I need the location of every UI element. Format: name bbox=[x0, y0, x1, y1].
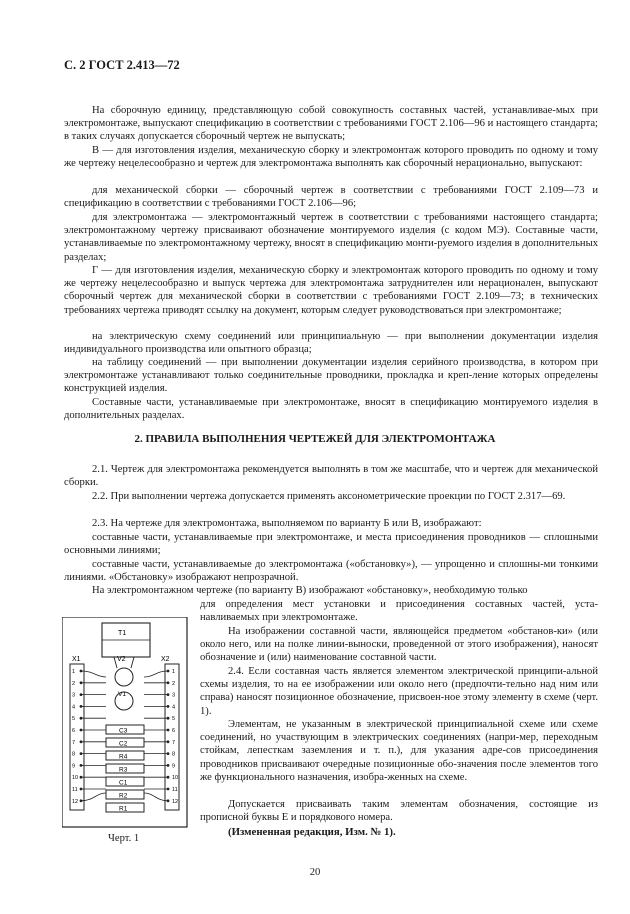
transformer-lead-2 bbox=[131, 657, 134, 668]
paragraph-6: на электрическую схему соединений или принципиальную — при выполнении документации изделия индивидуального производства или опытного образца; bbox=[64, 331, 598, 356]
pin-right-5: 5 bbox=[172, 716, 176, 723]
paragraph-1: На сборочную единицу, представляющую собой совокупность составных частей, устанавливае-мых при электромонтаже, выпускают спецификацию в соответствии с требованиями ГОСТ 2.106—96 и настоящего стандарта; в таких случаях допускается сборочный чертеж не выпускать; bbox=[64, 105, 598, 143]
page-header: С. 2 ГОСТ 2.413—72 bbox=[64, 58, 180, 72]
pin-left-2: 2 bbox=[72, 680, 76, 687]
section-paragraph-obstanovka: На электромонтажном чертеже (по варианту В) изображают «обстановку», необходимую только bbox=[92, 585, 528, 596]
label-r4: R4 bbox=[119, 753, 128, 761]
pin-left-1: 1 bbox=[72, 669, 76, 675]
right-column-2: На изображении составной части, являющейся предметом «обстанов-ки» (или около него, или на полке линии-выноски, проведенной от этого изображения), наносят обозначение и (или) наименование составной части. bbox=[200, 626, 598, 664]
section-paragraph-2-1: 2.1. Чертеж для электромонтажа рекомендуется выполнять в том же масштабе, что и чертеж для механической сборки. bbox=[64, 464, 598, 489]
pin-left-6: 6 bbox=[72, 728, 76, 734]
pin-right-8: 8 bbox=[172, 751, 176, 758]
component-group bbox=[106, 725, 144, 813]
section-title: 2. ПРАВИЛА ВЫПОЛНЕНИЯ ЧЕРТЕЖЕЙ ДЛЯ ЭЛЕКТРОМОНТАЖА bbox=[134, 433, 496, 445]
paragraph-3: для механической сборки — сборочный чертеж в соответствии с требованиями ГОСТ 2.109—73 и спецификацию в соответствии с требованиями ГОСТ 2.106—96; bbox=[64, 185, 598, 210]
pin-left-7: 7 bbox=[72, 739, 76, 746]
pin-left-8: 8 bbox=[72, 751, 76, 758]
paragraph-7: на таблицу соединений — при выполнении документации изделия серийного производства, в котором при электромонтаже устанавливают только соединительные проводники, прокладка и креп-ление которых определены конструкцией изделия. bbox=[64, 357, 598, 395]
pin-right-10: 10 bbox=[172, 775, 179, 782]
right-column-3: 2.4. Если составная часть является элементом электрической принципи-альной схемы изделия, то на ее изображении или около него (предпочти-тельно над ним или справа) наносят позиционное обозначение, присвоен-ное этому элементу в схеме (черт. 1). bbox=[200, 666, 598, 717]
right-column-4: Элементам, не указанным в электрической принципиальной схеме или схеме соединений, но участвующим в электрических соединениях (напри-мер, переходным стойкам, лепесткам заземления и т. п.), для указания адре-сов присоединения проводников присваивают очередные позиционные обо-значения после элементов того же функционального назначения, изобра-женных на схеме. bbox=[200, 719, 598, 783]
pin-right-11: 11 bbox=[172, 787, 178, 793]
paragraph-5: Г — для изготовления изделия, механическую сборку и электромонтаж которого проводить по одному и тому же чертежу нецелесообразно и выпуск чертежа для электромонтажа затруднителен или нерационален, выпускают сборочный чертеж для механической сборки в соответствии с требованиями ГОСТ 2.109—73; в технических требованиях чертежа приводят ссылку на документ, которым следует руководствоваться при электромонтаже; bbox=[64, 265, 598, 316]
pin-right-9: 9 bbox=[172, 763, 176, 770]
paragraph-4: для электромонтажа — электромонтажный чертеж в соответствии с требованиями настоящего стандарта; электромонтажному чертежу присваивают обозначение монтируемого изделия (с кодом МЭ). Составные части, устанавливаемые по электромонтажному чертежу, вносят в спецификацию монти-руемого изделия в дополнительных разделах; bbox=[64, 212, 598, 263]
page-number: 20 bbox=[309, 867, 321, 878]
label-r2: R2 bbox=[119, 792, 128, 800]
figure-caption: Черт. 1 bbox=[108, 833, 140, 844]
label-v1: V1 bbox=[118, 691, 126, 698]
wire-left-1 bbox=[81, 671, 106, 677]
wiring-diagram-figure bbox=[62, 617, 192, 829]
section-paragraph-2-3: 2.3. На чертеже для электромонтажа, выполняемом по варианту Б или В, изображают: bbox=[92, 518, 482, 529]
wire-left-12 bbox=[81, 793, 106, 801]
pin-right-1: 1 bbox=[172, 669, 176, 675]
pin-numbers-right bbox=[167, 669, 179, 805]
label-x2: X2 bbox=[161, 656, 170, 663]
section-paragraph-2-2: 2.2. При выполнении чертежа допускается применять аксонометрические проекции по ГОСТ 2.317—69. bbox=[92, 491, 566, 502]
right-column-5: Допускается присваивать таким элементам обозначения, состоящие из прописной буквы Е и порядкового номера. bbox=[200, 799, 598, 824]
wire-right-12 bbox=[144, 793, 168, 801]
pin-numbers-left bbox=[72, 669, 82, 805]
label-x1: X1 bbox=[72, 656, 81, 663]
section-paragraph-list-2: составные части, устанавливаемые до электромонтажа («обстановку»), — упрощенно и сплошны-ми тонкими линиями. «Обстановку» изображают непрозрачной. bbox=[64, 559, 598, 584]
pin-left-12: 12 bbox=[72, 798, 79, 805]
pin-right-6: 6 bbox=[172, 728, 176, 734]
right-column-1: для определения мест установки и присоединения составных частей, уста-навливаемых при электромонтаже. bbox=[200, 599, 598, 624]
label-c1: C1 bbox=[119, 779, 128, 787]
pin-left-3: 3 bbox=[72, 692, 76, 699]
label-t1: T1 bbox=[118, 630, 127, 637]
label-c2: C2 bbox=[119, 740, 128, 748]
pin-left-4: 4 bbox=[72, 704, 76, 711]
label-r3: R3 bbox=[119, 766, 128, 774]
pin-right-3: 3 bbox=[172, 692, 176, 699]
pin-left-10: 10 bbox=[72, 775, 79, 782]
paragraph-2: В — для изготовления изделия, механическую сборку и электромонтаж которого проводить по одному и тому же чертежу нецелесообразно и чертеж для электромонтажа выполнять как сборочный нерационально, выпускают: bbox=[64, 145, 598, 170]
wire-right-1 bbox=[144, 671, 168, 677]
label-v2: V2 bbox=[117, 656, 126, 663]
label-r1: R1 bbox=[119, 805, 128, 813]
pin-right-7: 7 bbox=[172, 739, 176, 746]
pin-left-9: 9 bbox=[72, 763, 76, 770]
transistor-v2 bbox=[115, 668, 133, 686]
section-paragraph-list-1: составные части, устанавливаемые при электромонтаже, и места присоединения проводников — сплошными основными линиями; bbox=[64, 532, 598, 557]
pin-left-11: 11 bbox=[72, 787, 78, 793]
pin-left-5: 5 bbox=[72, 716, 76, 723]
label-c3: C3 bbox=[119, 727, 128, 735]
pin-right-4: 4 bbox=[172, 704, 176, 711]
paragraph-8: Составные части, устанавливаемые при электромонтаже, вносят в спецификацию монтируемого изделия в дополнительных разделах. bbox=[64, 397, 598, 422]
pin-right-12: 12 bbox=[172, 798, 179, 805]
pin-right-2: 2 bbox=[172, 680, 176, 687]
revision-note: (Измененная редакция, Изм. № 1). bbox=[228, 826, 396, 838]
